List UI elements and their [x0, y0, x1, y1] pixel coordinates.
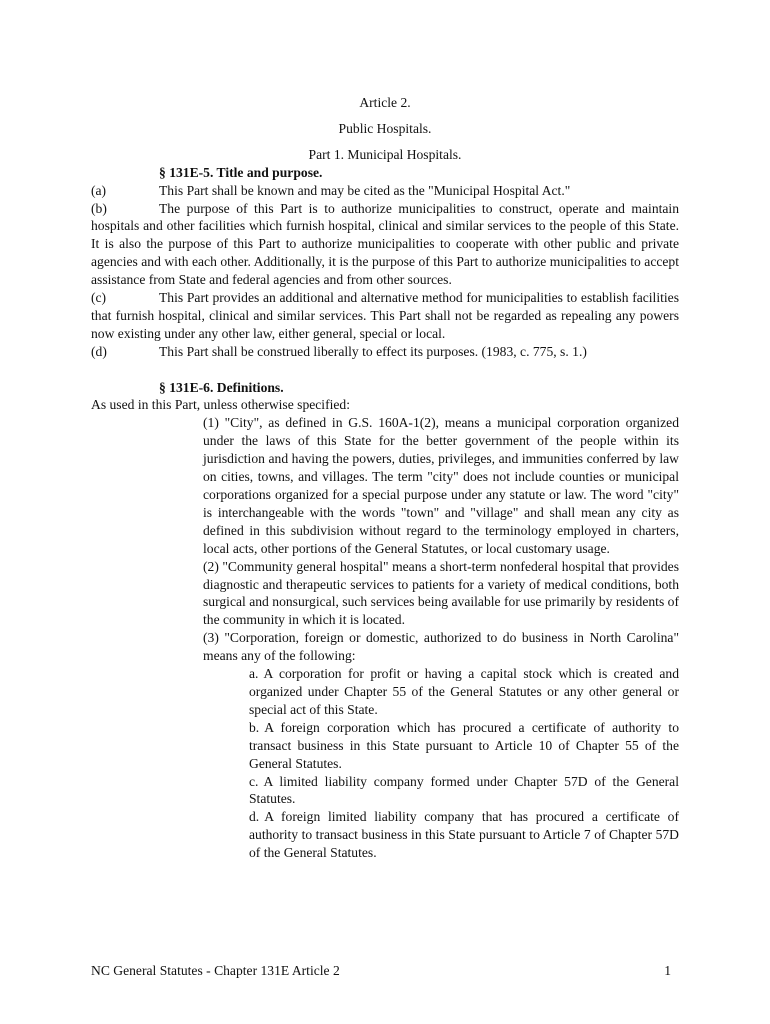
- section-heading-131e-5: § 131E-5. Title and purpose.: [159, 164, 323, 180]
- subitem-d: [249, 808, 679, 862]
- subitem-text: A corporation for profit or having a capital stock which is created and organized under Chapter 55 of the General Statutes or any other general or special act of this State.: [249, 666, 679, 717]
- page-number: 1: [664, 963, 671, 978]
- paragraph-text: This Part provides an additional and alternative method for municipalities to establish facilities that furnish hospital, clinical and similar services. This Part shall not be regarded as repealing any powers now existing under any other law, either general, special or local.: [91, 290, 679, 341]
- definition-city: (1) "City", as defined in G.S. 160A-1(2), means a municipal corporation organized under the laws of this State for the better government of the people within its jurisdiction and having the powers, duties, privileges, and immunities conferred by law on cities, towns, and villages. The term "city" does not include counties or municipal corporations organized for a special purpose under any statute or law. The word "city" is interchangeable with the words "town" and "village" and shall mean any city as defined in this subdivision without regard to the terminology employed in charters, local acts, other portions of the General Statutes, or local customary usage.: [203, 415, 679, 556]
- paragraph-a: [91, 182, 679, 200]
- document-page: [91, 94, 679, 862]
- subitem-text: A foreign limited liability company that has procured a certificate of authority to transact business in this State pursuant to Article 7 of Chapter 57D of the General Statutes.: [249, 809, 679, 861]
- part-title: Part 1. Municipal Hospitals.: [308, 146, 462, 162]
- subitem-label: c.: [249, 773, 259, 789]
- paragraph-label: (a): [91, 182, 107, 198]
- paragraph-text: This Part shall be construed liberally to effect its purposes. (1983, c. 775, s. 1.): [159, 343, 587, 359]
- subitem-c: [249, 773, 679, 809]
- subitem-label: d.: [249, 809, 260, 825]
- paragraph-b: [91, 200, 679, 290]
- article-title: Public Hospitals.: [338, 120, 432, 136]
- paragraph-label: (d): [91, 343, 107, 359]
- subitem-text: A foreign corporation which has procured a certificate of authority to transact business in this State pursuant to Article 10 of Chapter 55 of the General Statutes.: [249, 719, 679, 771]
- subitem-label: a.: [249, 666, 259, 682]
- definition-community-general-hospital: (2) "Community general hospital" means a short-term nonfederal hospital that provides diagnostic and therapeutic services to patients for a variety of medical conditions, both surgical and nonsurgical, such services being available for use primarily by residents of the community in which it is located.: [203, 558, 679, 628]
- subitem-text: A limited liability company formed under Chapter 57D of the General Statutes.: [249, 773, 679, 807]
- paragraph-text: This Part shall be known and may be cited as the "Municipal Hospital Act.": [159, 182, 571, 198]
- section-heading-131e-6: § 131E-6. Definitions.: [159, 379, 284, 395]
- paragraph-d: [91, 343, 679, 361]
- paragraph-text: The purpose of this Part is to authorize municipalities to construct, operate and maintain hospitals and other facilities which furnish hospital, clinical and similar services to the people of this State. It is also the purpose of this Part to authorize municipalities to cooperate with other public and private agencies and with each other. Additionally, it is the purpose of this Part to authorize municipalities to accept assistance from State and federal agencies and from other sources.: [91, 200, 679, 288]
- page-footer: [91, 962, 671, 980]
- paragraph-label: (c): [91, 290, 107, 306]
- footer-document-title: NC General Statutes - Chapter 131E Article 2: [91, 963, 340, 978]
- subitem-label: b.: [249, 719, 260, 735]
- subitem-a: [249, 665, 679, 719]
- definitions-intro: As used in this Part, unless otherwise specified:: [91, 397, 350, 413]
- subitem-b: [249, 719, 679, 773]
- paragraph-c: [91, 289, 679, 343]
- article-number: Article 2.: [359, 95, 411, 110]
- definition-corporation: (3) "Corporation, foreign or domestic, authorized to do business in North Carolina" means any of the following:: [203, 630, 679, 664]
- paragraph-label: (b): [91, 200, 107, 216]
